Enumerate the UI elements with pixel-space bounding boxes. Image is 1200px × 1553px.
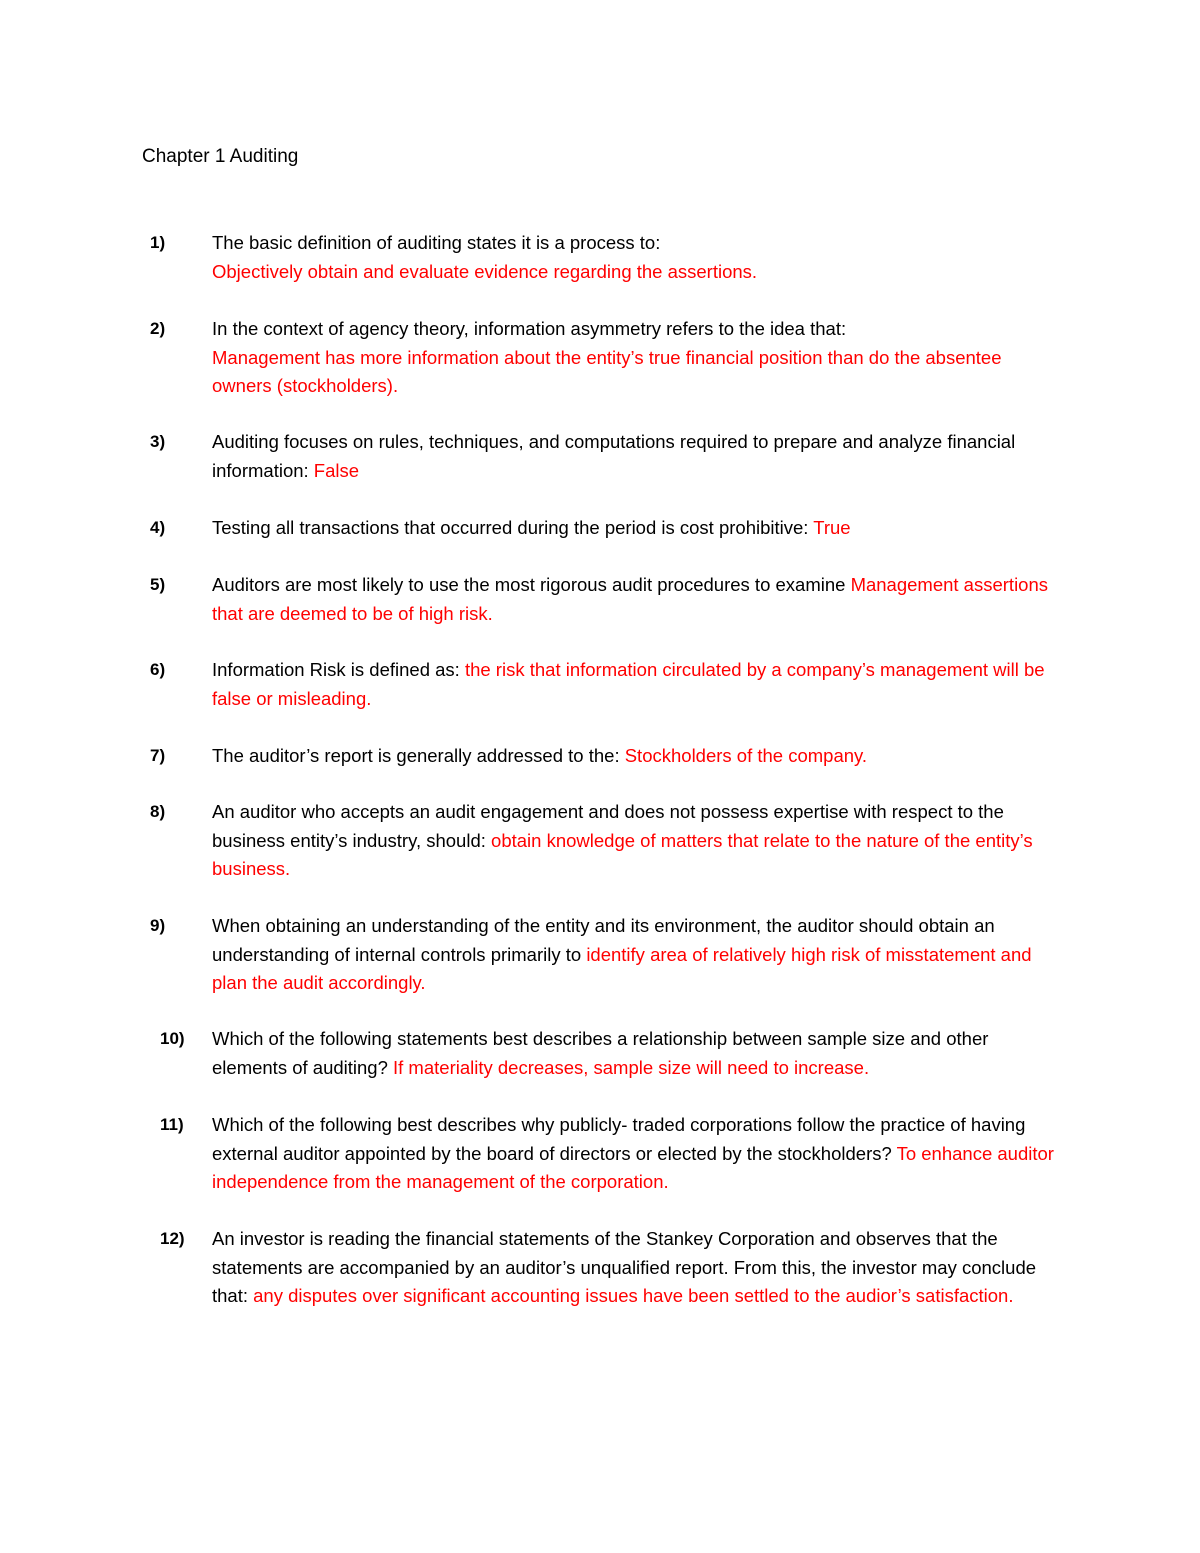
answer-text: If materiality decreases, sample size will need to increase. (393, 1056, 870, 1078)
question-body (212, 229, 1065, 286)
question-number: 10) (160, 1029, 185, 1048)
question-item (150, 656, 1065, 713)
answer-text: obtain knowledge of matters that relate to the nature of the entity’s business. (212, 829, 1033, 880)
question-number: 3) (150, 432, 166, 451)
question-body (212, 514, 1065, 543)
question-body (212, 1225, 1065, 1311)
question-number: 7) (150, 746, 166, 765)
question-body (212, 1025, 1065, 1082)
question-number: 9) (150, 916, 166, 935)
question-body (212, 428, 1065, 485)
answer-text: Management has more information about the entity’s true financial position than do the absentee owners (stockholders). (212, 346, 1002, 397)
answer-text: False (313, 459, 360, 481)
document-title: Chapter 1 Auditing (142, 146, 299, 167)
question-body (212, 1111, 1065, 1197)
question-text: Auditing focuses on rules, techniques, and computations required to prepare and analyze financial information: (212, 431, 1016, 481)
question-body (212, 798, 1065, 884)
question-text: The auditor’s report is generally addressed to the: (212, 745, 625, 766)
question-item (150, 514, 1065, 543)
question-number: 12) (160, 1229, 185, 1248)
question-body (212, 571, 1065, 628)
question-item (150, 912, 1065, 998)
question-text: Auditors are most likely to use the most rigorous audit procedures to examine (212, 574, 851, 595)
question-text: An auditor who accepts an audit engagement and does not possess expertise with respect to the business entity’s industry, should: (212, 801, 1004, 851)
question-number: 6) (150, 660, 166, 679)
question-text: When obtaining an understanding of the entity and its environment, the auditor should obtain an understanding of internal controls primarily to (212, 915, 995, 965)
answer-text: any disputes over significant accounting issues have been settled to the audior’s satisfaction. (253, 1285, 1014, 1307)
answer-text: Management assertions that are deemed to be of high risk. (212, 574, 1049, 624)
question-item (150, 1225, 1065, 1311)
question-body (212, 742, 1065, 771)
question-item (150, 798, 1065, 884)
question-text: Which of the following statements best describes a relationship between sample size and other elements of auditing? (212, 1028, 989, 1078)
question-number: 5) (150, 575, 166, 594)
question-number: 4) (150, 518, 166, 537)
question-text: Information Risk is defined as: (212, 659, 465, 680)
question-body (212, 912, 1065, 998)
question-item (150, 229, 1065, 286)
answer-text: the risk that information circulated by a company’s management will be false or misleading. (212, 659, 1045, 709)
question-body (212, 656, 1065, 713)
question-item (150, 571, 1065, 628)
question-text: Testing all transactions that occurred during the period is cost prohibitive: (212, 517, 814, 538)
question-number: 2) (150, 319, 166, 338)
question-item (150, 1025, 1065, 1082)
question-number: 11) (160, 1115, 184, 1134)
question-item (150, 315, 1065, 401)
question-text: In the context of agency theory, information asymmetry refers to the idea that: (212, 318, 847, 339)
answer-text: To enhance auditor independence from the management of the corporation. (212, 1142, 1054, 1193)
question-item (150, 742, 1065, 771)
question-text: Which of the following best describes why publicly- traded corporations follow the practice of having external auditor appointed by the board of directors or elected by the stockholders? (212, 1114, 1026, 1164)
question-text: The basic definition of auditing states it is a process to: (212, 232, 661, 253)
question-item (150, 1111, 1065, 1197)
question-body (212, 315, 1065, 401)
question-number: 8) (150, 802, 166, 821)
question-item (150, 428, 1065, 485)
question-number: 1) (150, 233, 166, 252)
question-text: An investor is reading the financial statements of the Stankey Corporation and observes that the statements are accompanied by an auditor’s unqualified report. From this, the investor may conclude that: (212, 1228, 1037, 1307)
answer-text: True (813, 517, 851, 538)
answer-text: Stockholders of the company. (624, 745, 868, 766)
answer-text: Objectively obtain and evaluate evidence regarding the assertions. (212, 260, 758, 282)
answer-text: identify area of relatively high risk of misstatement and plan the audit accordingly. (212, 943, 1032, 994)
